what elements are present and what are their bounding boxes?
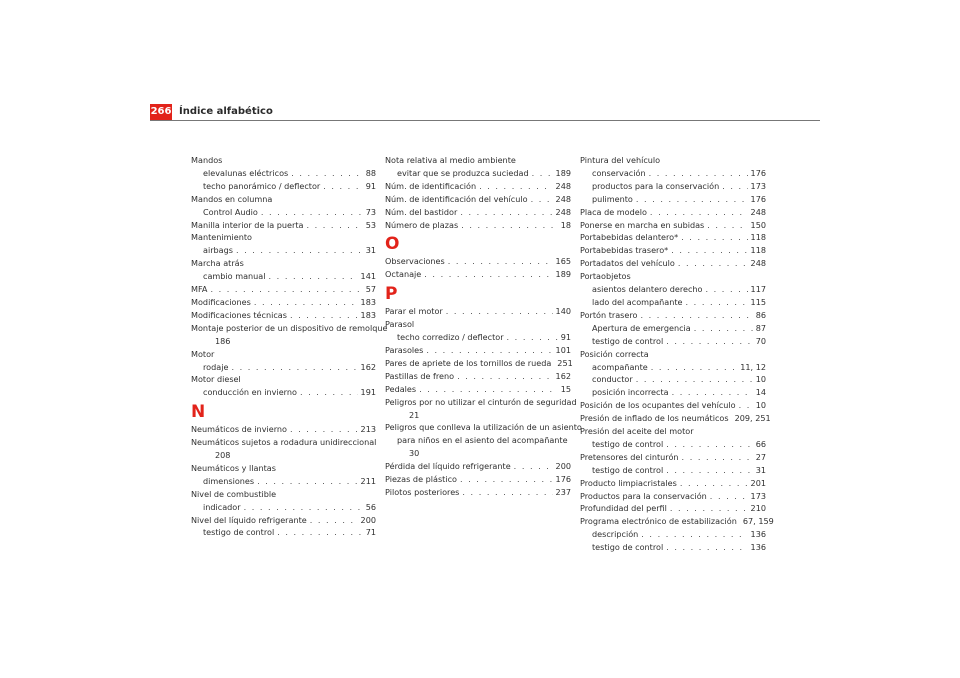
index-heading: Nota relativa al medio ambiente bbox=[385, 155, 516, 165]
index-heading: Pintura del vehículo bbox=[580, 155, 661, 165]
index-entry: Profundidad del perfil . . . 210 bbox=[580, 502, 766, 515]
index-entry: cambio manual . . . 141 bbox=[191, 270, 376, 283]
index-heading: Posición correcta bbox=[580, 348, 649, 359]
index-entry: Pedales . . . 15 bbox=[385, 383, 571, 396]
index-heading: Motor bbox=[191, 348, 215, 359]
index-entry: Portadatos del vehículo . . . 248 bbox=[580, 257, 766, 270]
index-entry: Producto limpiacristales . . . 201 bbox=[580, 477, 766, 490]
index-entry: elevalunas eléctricos . . . 88 bbox=[191, 167, 376, 180]
index-entry: testigo de control . . . 70 bbox=[580, 335, 766, 348]
index-entry: Núm. del bastidor . . . 248 bbox=[385, 206, 571, 219]
index-entry: Modificaciones . . . 183 bbox=[191, 296, 376, 309]
index-entry: conductor . . . 10 bbox=[580, 373, 766, 386]
index-entry: productos para la conservación . . . 173 bbox=[580, 180, 766, 193]
index-entry: Octanaje . . . 189 bbox=[385, 268, 571, 281]
index-entry: testigo de control . . . 71 bbox=[191, 526, 376, 539]
section-letter-p: P bbox=[385, 284, 398, 305]
index-entry: Modificaciones técnicas . . . 183 bbox=[191, 309, 376, 322]
index-entry: MFA . . . 57 bbox=[191, 283, 376, 296]
index-entry: Manilla interior de la puerta . . . 53 bbox=[191, 219, 376, 232]
index-entry: Productos para la conservación . . . 173 bbox=[580, 490, 766, 503]
index-entry: Portón trasero . . . 86 bbox=[580, 309, 766, 322]
index-entry: Pastillas de freno . . . 162 bbox=[385, 370, 571, 383]
index-entry: asientos delantero derecho . . . 117 bbox=[580, 283, 766, 296]
index-entry: descripción . . . 136 bbox=[580, 528, 766, 541]
index-entry: Programa electrónico de estabilización 67, 159 bbox=[580, 516, 774, 527]
index-entry: Pilotos posteriores . . . 237 bbox=[385, 486, 571, 499]
index-entry: Presión de inflado de los neumáticos 209, 251 bbox=[580, 413, 771, 424]
index-heading: Mandos en columna bbox=[191, 193, 273, 204]
index-entry: testigo de control . . . 66 bbox=[580, 438, 766, 451]
index-entry: Placa de modelo . . . 248 bbox=[580, 206, 766, 219]
index-entry: acompañante . . . 11, 12 bbox=[580, 361, 766, 374]
index-entry-page: 21 bbox=[409, 409, 420, 420]
page-number: 266 bbox=[150, 104, 172, 120]
index-entry-page: 208 bbox=[215, 450, 231, 461]
index-heading: Peligros que conlleva la utilización de un asiento bbox=[385, 422, 582, 433]
index-heading: Parasol bbox=[385, 319, 415, 330]
section-letter-n: N bbox=[191, 402, 206, 423]
index-entry: para niños en el asiento del acompañante bbox=[397, 435, 568, 446]
index-entry-page: 186 bbox=[215, 335, 231, 346]
index-entry: rodaje . . . 162 bbox=[191, 361, 376, 374]
index-heading: Portaobjetos bbox=[580, 271, 631, 282]
index-entry: Pretensores del cinturón . . . 27 bbox=[580, 451, 766, 464]
index-entry: Neumáticos de invierno . . . 213 bbox=[191, 423, 376, 436]
index-entry: Observaciones . . . 165 bbox=[385, 255, 571, 268]
index-heading: Neumáticos y llantas bbox=[191, 462, 276, 473]
index-entry: Ponerse en marcha en subidas . . . 150 bbox=[580, 219, 766, 232]
index-heading: Marcha atrás bbox=[191, 258, 244, 269]
page-title: Índice alfabético bbox=[179, 106, 273, 117]
index-entry: dimensiones . . . 211 bbox=[191, 475, 376, 488]
index-entry: Pares de apriete de los tornillos de rueda 251 bbox=[385, 357, 573, 368]
index-entry: Número de plazas . . . 18 bbox=[385, 219, 571, 232]
index-entry: techo panorámico / deflector . . . 91 bbox=[191, 180, 376, 193]
index-heading: Nivel de combustible bbox=[191, 488, 277, 499]
index-entry: Neumáticos sujetos a rodadura unidireccional bbox=[191, 437, 377, 448]
index-entry: Portabebidas trasero* . . . 118 bbox=[580, 244, 766, 257]
index-entry: pulimento . . . 176 bbox=[580, 193, 766, 206]
index-entry: techo corredizo / deflector . . . 91 bbox=[385, 331, 571, 344]
index-column-2 bbox=[385, 154, 582, 499]
header-rule bbox=[150, 120, 820, 121]
index-entry: Portabebidas delantero* . . . 118 bbox=[580, 231, 766, 244]
index-heading: Presión del aceite del motor bbox=[580, 426, 694, 437]
index-entry: Núm. de identificación del vehículo . . . 248 bbox=[385, 193, 571, 206]
index-entry: lado del acompañante . . . 115 bbox=[580, 296, 766, 309]
index-entry: indicador . . . 56 bbox=[191, 501, 376, 514]
index-entry: Posición de los ocupantes del vehículo . . . 10 bbox=[580, 399, 766, 412]
index-entry: Control Audio . . . 73 bbox=[191, 206, 376, 219]
index-entry: conducción en invierno . . . 191 bbox=[191, 386, 376, 399]
index-heading: Motor diesel bbox=[191, 374, 241, 385]
index-entry-page: 30 bbox=[409, 448, 420, 459]
index-entry: Núm. de identificación . . . 248 bbox=[385, 180, 571, 193]
index-column-1 bbox=[191, 154, 388, 539]
index-heading: Mantenimiento bbox=[191, 232, 252, 243]
index-entry: Pérdida del líquido refrigerante . . . 200 bbox=[385, 460, 571, 473]
index-entry: posición incorrecta . . . 14 bbox=[580, 386, 766, 399]
index-entry: Nivel del líquido refrigerante . . . 200 bbox=[191, 514, 376, 527]
index-entry: airbags . . . 31 bbox=[191, 244, 376, 257]
index-entry: conservación . . . 176 bbox=[580, 167, 766, 180]
index-entry: testigo de control . . . 31 bbox=[580, 464, 766, 477]
index-entry: Piezas de plástico . . . 176 bbox=[385, 473, 571, 486]
section-letter-o: O bbox=[385, 234, 400, 255]
index-entry: Peligros por no utilizar el cinturón de seguridad bbox=[385, 396, 577, 407]
index-entry: Apertura de emergencia . . . 87 bbox=[580, 322, 766, 335]
index-entry: Parar el motor . . . 140 bbox=[385, 305, 571, 318]
index-heading: Mandos bbox=[191, 155, 223, 165]
index-column-3 bbox=[580, 154, 774, 554]
index-entry: evitar que se produzca suciedad . . . 189 bbox=[385, 167, 571, 180]
index-entry: Montaje posterior de un dispositivo de remolque bbox=[191, 322, 388, 333]
index-entry: Parasoles . . . 101 bbox=[385, 344, 571, 357]
index-entry: testigo de control . . . 136 bbox=[580, 541, 766, 554]
